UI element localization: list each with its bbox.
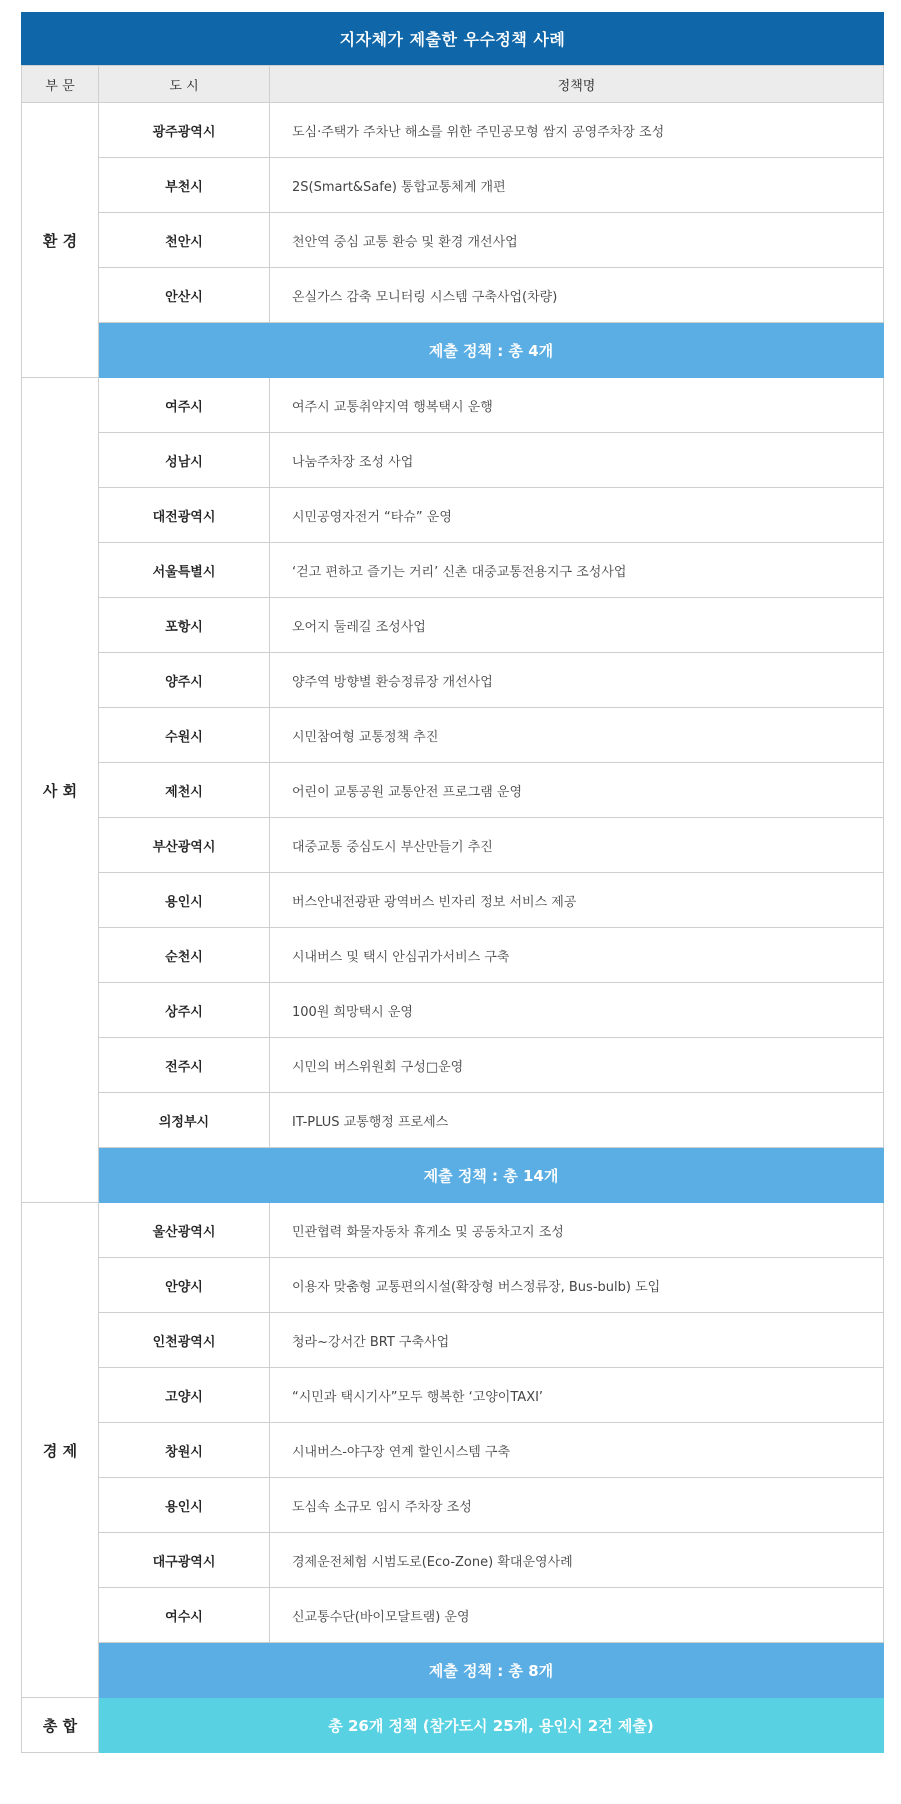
policy-cell: 어린이 교통공원 교통안전 프로그램 운영 xyxy=(270,763,884,818)
policy-cell: 시민참여형 교통정책 추진 xyxy=(270,708,884,763)
total-row xyxy=(22,1698,884,1753)
table-row xyxy=(22,1478,884,1533)
city-cell: 제천시 xyxy=(99,763,270,818)
city-cell: 부천시 xyxy=(99,158,270,213)
policy-cell: 2S(Smart&Safe) 통합교통체계 개편 xyxy=(270,158,884,213)
policy-cell: 경제운전체험 시범도로(Eco-Zone) 확대운영사례 xyxy=(270,1533,884,1588)
city-cell: 의정부시 xyxy=(99,1093,270,1148)
city-cell: 포항시 xyxy=(99,598,270,653)
table-row xyxy=(22,598,884,653)
policy-cell: 도심속 소규모 임시 주차장 조성 xyxy=(270,1478,884,1533)
section-society: 사 회 xyxy=(22,378,99,1203)
policy-cell: 양주역 방향별 환승정류장 개선사업 xyxy=(270,653,884,708)
policy-cell: 민관협력 화물자동차 휴게소 및 공동차고지 조성 xyxy=(270,1203,884,1258)
policy-cell: “시민과 택시기사”모두 행복한 ‘고양이TAXI’ xyxy=(270,1368,884,1423)
city-cell: 전주시 xyxy=(99,1038,270,1093)
table-row xyxy=(22,1368,884,1423)
table-row xyxy=(22,1313,884,1368)
city-cell: 용인시 xyxy=(99,873,270,928)
city-cell: 대전광역시 xyxy=(99,488,270,543)
city-cell: 여수시 xyxy=(99,1588,270,1643)
table-row xyxy=(22,103,884,158)
city-cell: 상주시 xyxy=(99,983,270,1038)
summary-economy: 제출 정책 : 총 8개 xyxy=(99,1643,884,1698)
city-cell: 서울특별시 xyxy=(99,543,270,598)
section-environment: 환 경 xyxy=(22,103,99,378)
table-row xyxy=(22,1093,884,1148)
policy-table-wrapper xyxy=(21,12,884,1753)
policy-table xyxy=(21,65,884,1753)
city-cell: 대구광역시 xyxy=(99,1533,270,1588)
summary-society: 제출 정책 : 총 14개 xyxy=(99,1148,884,1203)
city-cell: 고양시 xyxy=(99,1368,270,1423)
table-row xyxy=(22,433,884,488)
table-row xyxy=(22,928,884,983)
policy-cell: 오어지 둘레길 조성사업 xyxy=(270,598,884,653)
policy-cell: 버스안내전광판 광역버스 빈자리 정보 서비스 제공 xyxy=(270,873,884,928)
section-economy: 경 제 xyxy=(22,1203,99,1698)
policy-cell: 시민공영자전거 “타슈” 운영 xyxy=(270,488,884,543)
city-cell: 안양시 xyxy=(99,1258,270,1313)
policy-cell: ‘걷고 편하고 즐기는 거리’ 신촌 대중교통전용지구 조성사업 xyxy=(270,543,884,598)
header-row xyxy=(22,66,884,103)
city-cell: 창원시 xyxy=(99,1423,270,1478)
policy-cell: 대중교통 중심도시 부산만들기 추진 xyxy=(270,818,884,873)
header-policy: 정책명 xyxy=(270,66,884,103)
table-row xyxy=(22,763,884,818)
policy-cell: 천안역 중심 교통 환승 및 환경 개선사업 xyxy=(270,213,884,268)
policy-cell: 시내버스 및 택시 안심귀가서비스 구축 xyxy=(270,928,884,983)
city-cell: 부산광역시 xyxy=(99,818,270,873)
table-row xyxy=(22,983,884,1038)
header-section: 부 문 xyxy=(22,66,99,103)
city-cell: 여주시 xyxy=(99,378,270,433)
table-row xyxy=(22,1203,884,1258)
table-row xyxy=(22,378,884,433)
table-row xyxy=(22,708,884,763)
table-row xyxy=(22,1588,884,1643)
table-row xyxy=(22,1038,884,1093)
table-row xyxy=(22,158,884,213)
city-cell: 성남시 xyxy=(99,433,270,488)
city-cell: 인천광역시 xyxy=(99,1313,270,1368)
city-cell: 용인시 xyxy=(99,1478,270,1533)
city-cell: 수원시 xyxy=(99,708,270,763)
city-cell: 광주광역시 xyxy=(99,103,270,158)
summary-row xyxy=(22,1148,884,1203)
table-row xyxy=(22,1423,884,1478)
city-cell: 울산광역시 xyxy=(99,1203,270,1258)
policy-cell: 100원 희망택시 운영 xyxy=(270,983,884,1038)
table-title: 지자체가 제출한 우수정책 사례 xyxy=(21,12,884,65)
policy-cell: 시내버스-야구장 연계 할인시스템 구축 xyxy=(270,1423,884,1478)
policy-cell: 나눔주차장 조성 사업 xyxy=(270,433,884,488)
policy-cell: 여주시 교통취약지역 행복택시 운행 xyxy=(270,378,884,433)
table-row xyxy=(22,818,884,873)
total-value: 총 26개 정책 (참가도시 25개, 용인시 2건 제출) xyxy=(99,1698,884,1753)
table-row xyxy=(22,1258,884,1313)
summary-row xyxy=(22,1643,884,1698)
policy-cell: IT-PLUS 교통행정 프로세스 xyxy=(270,1093,884,1148)
policy-cell: 온실가스 감축 모니터링 시스템 구축사업(차량) xyxy=(270,268,884,323)
table-row xyxy=(22,873,884,928)
city-cell: 천안시 xyxy=(99,213,270,268)
policy-cell: 신교통수단(바이모달트램) 운영 xyxy=(270,1588,884,1643)
table-row xyxy=(22,653,884,708)
city-cell: 양주시 xyxy=(99,653,270,708)
header-city: 도 시 xyxy=(99,66,270,103)
summary-row xyxy=(22,323,884,378)
table-row xyxy=(22,1533,884,1588)
policy-cell: 이용자 맞춤형 교통편의시설(확장형 버스정류장, Bus-bulb) 도입 xyxy=(270,1258,884,1313)
total-label: 총 합 xyxy=(22,1698,99,1753)
table-row xyxy=(22,488,884,543)
policy-cell: 청라~강서간 BRT 구축사업 xyxy=(270,1313,884,1368)
policy-cell: 도심·주택가 주차난 해소를 위한 주민공모형 쌈지 공영주차장 조성 xyxy=(270,103,884,158)
summary-environment: 제출 정책 : 총 4개 xyxy=(99,323,884,378)
table-row xyxy=(22,543,884,598)
city-cell: 안산시 xyxy=(99,268,270,323)
table-row xyxy=(22,213,884,268)
table-row xyxy=(22,268,884,323)
city-cell: 순천시 xyxy=(99,928,270,983)
policy-cell: 시민의 버스위원회 구성□운영 xyxy=(270,1038,884,1093)
